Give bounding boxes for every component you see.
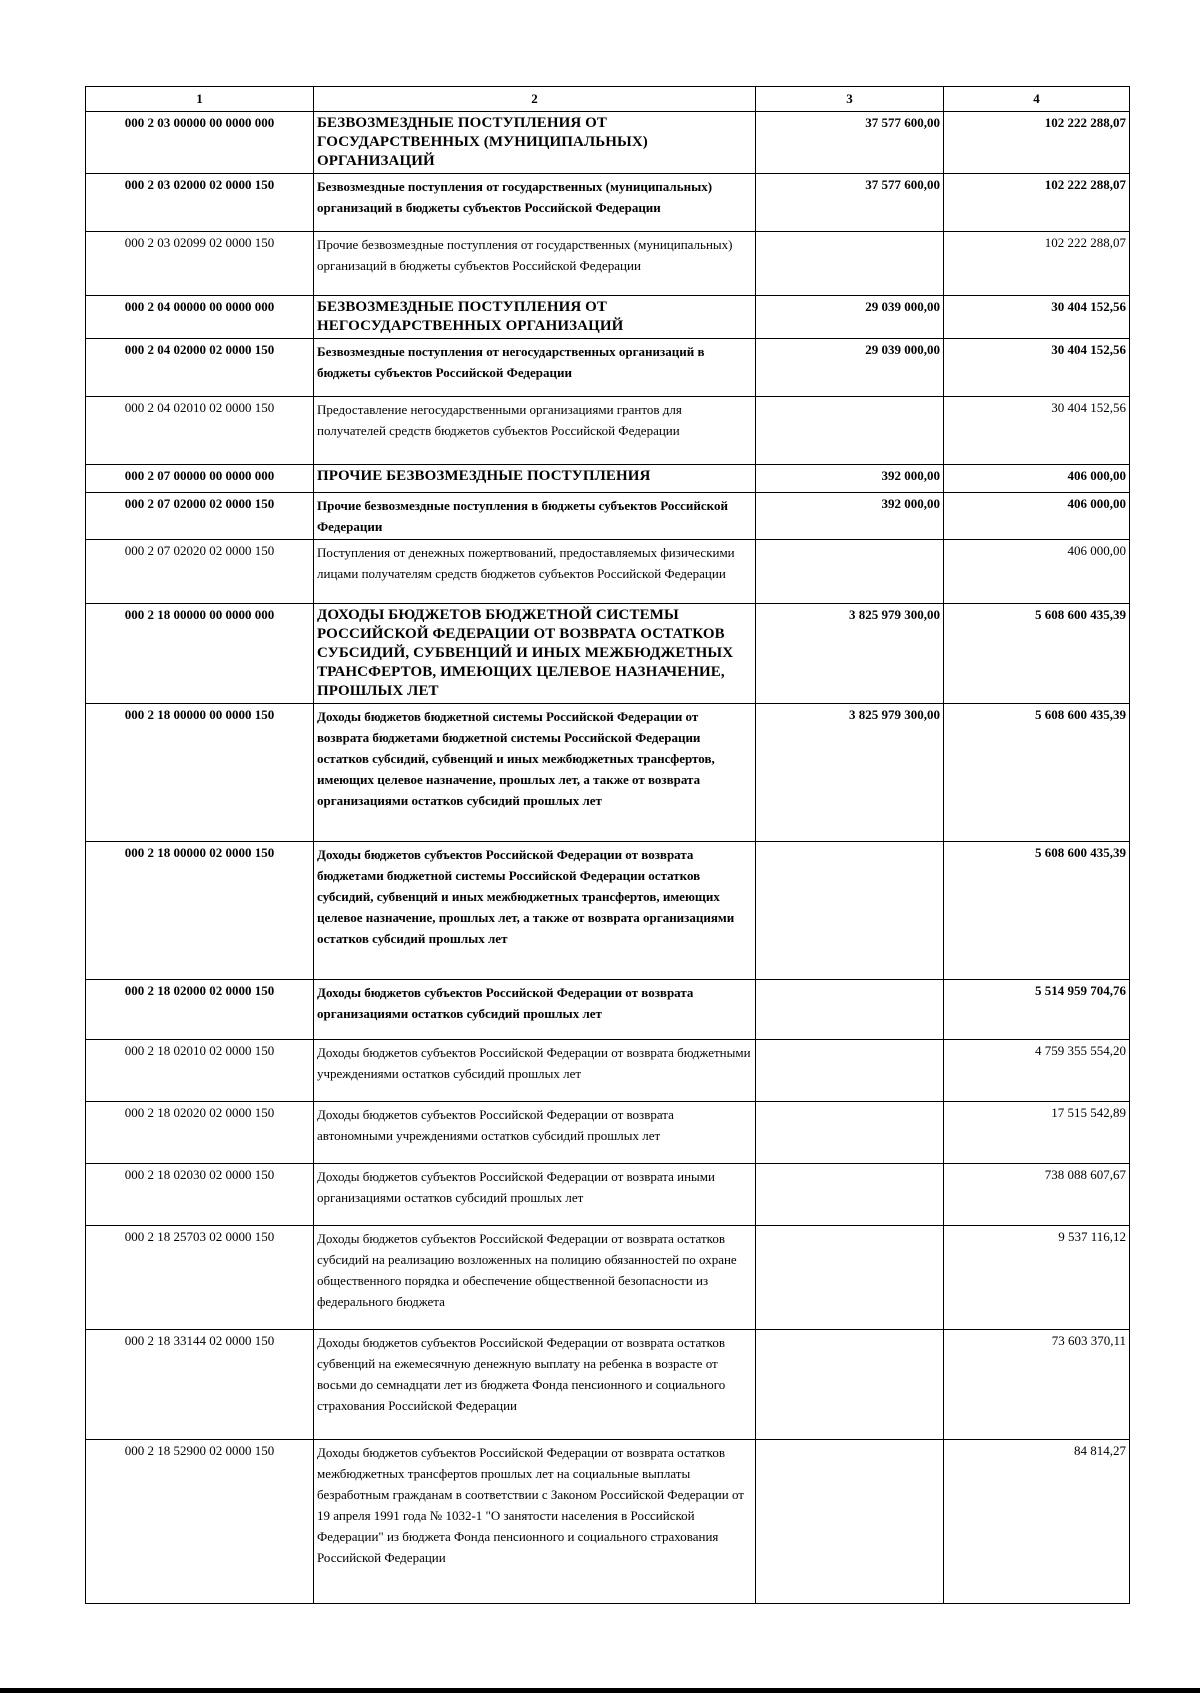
row-name: Доходы бюджетов субъектов Российской Федерации от возврата автономными учреждениями остатков субсидий прошлых лет: [314, 1102, 756, 1164]
row-code: 000 2 18 00000 00 0000 150: [86, 704, 314, 842]
row-code: 000 2 07 02020 02 0000 150: [86, 540, 314, 604]
table-row: [86, 1226, 1130, 1330]
header-col-1: 1: [86, 87, 314, 112]
row-name: Безвозмездные поступления от государственных (муниципальных) организаций в бюджеты субъектов Российской Федерации: [314, 174, 756, 232]
row-col4-value: 30 404 152,56: [944, 397, 1130, 465]
row-col3-value: 29 039 000,00: [756, 339, 944, 397]
row-col3-value: 3 825 979 300,00: [756, 704, 944, 842]
table-row: [86, 339, 1130, 397]
page-bottom-edge: [0, 1688, 1200, 1693]
row-col4-value: 30 404 152,56: [944, 296, 1130, 339]
row-name: Предоставление негосударственными организациями грантов для получателей средств бюджетов субъектов Российской Федерации: [314, 397, 756, 465]
row-col4-value: 9 537 116,12: [944, 1226, 1130, 1330]
row-name: Доходы бюджетов бюджетной системы Российской Федерации от возврата бюджетами бюджетной системы Российской Федерации остатков субсидий, субвенций и иных межбюджетных трансфертов, имеющих целевое назначение, прошлых лет, а также от возврата организациями остатков субсидий прошлых лет: [314, 704, 756, 842]
row-col4-value: 102 222 288,07: [944, 174, 1130, 232]
row-code: 000 2 03 00000 00 0000 000: [86, 112, 314, 174]
row-col4-value: 406 000,00: [944, 540, 1130, 604]
row-col3-value: [756, 1164, 944, 1226]
row-code: 000 2 18 02010 02 0000 150: [86, 1040, 314, 1102]
row-name: Доходы бюджетов субъектов Российской Федерации от возврата бюджетными учреждениями остатков субсидий прошлых лет: [314, 1040, 756, 1102]
table-row: [86, 493, 1130, 540]
table-row: [86, 1440, 1130, 1604]
table-row: [86, 1330, 1130, 1440]
revenue-table: [85, 86, 1130, 1604]
row-col3-value: [756, 232, 944, 296]
row-code: 000 2 18 02000 02 0000 150: [86, 980, 314, 1040]
row-col3-value: [756, 1226, 944, 1330]
row-name: Поступления от денежных пожертвований, предоставляемых физическими лицами получателям средств бюджетов субъектов Российской Федерации: [314, 540, 756, 604]
row-code: 000 2 18 02030 02 0000 150: [86, 1164, 314, 1226]
row-col4-value: 5 608 600 435,39: [944, 604, 1130, 704]
row-name: Доходы бюджетов субъектов Российской Федерации от возврата организациями остатков субсидий прошлых лет: [314, 980, 756, 1040]
row-col4-value: 4 759 355 554,20: [944, 1040, 1130, 1102]
row-col3-value: [756, 540, 944, 604]
table-row: [86, 296, 1130, 339]
row-col4-value: 73 603 370,11: [944, 1330, 1130, 1440]
row-code: 000 2 18 25703 02 0000 150: [86, 1226, 314, 1330]
row-name: Доходы бюджетов субъектов Российской Федерации от возврата остатков субсидий на реализацию возложенных на полицию обязанностей по охране общественного порядка и обеспечение общественной безопасности из федерального бюджета: [314, 1226, 756, 1330]
table-row: [86, 1040, 1130, 1102]
row-code: 000 2 04 00000 00 0000 000: [86, 296, 314, 339]
row-code: 000 2 07 00000 00 0000 000: [86, 465, 314, 493]
row-col3-value: 3 825 979 300,00: [756, 604, 944, 704]
row-col3-value: [756, 842, 944, 980]
row-col4-value: 102 222 288,07: [944, 232, 1130, 296]
row-col3-value: 37 577 600,00: [756, 112, 944, 174]
table-row: [86, 842, 1130, 980]
row-col4-value: 5 608 600 435,39: [944, 842, 1130, 980]
row-col4-value: 5 514 959 704,76: [944, 980, 1130, 1040]
row-code: 000 2 18 00000 02 0000 150: [86, 842, 314, 980]
table-row: [86, 1164, 1130, 1226]
row-name: ПРОЧИЕ БЕЗВОЗМЕЗДНЫЕ ПОСТУПЛЕНИЯ: [314, 465, 756, 493]
table-row: [86, 112, 1130, 174]
row-code: 000 2 18 33144 02 0000 150: [86, 1330, 314, 1440]
row-col3-value: 392 000,00: [756, 493, 944, 540]
table-row: [86, 604, 1130, 704]
row-name: Прочие безвозмездные поступления в бюджеты субъектов Российской Федерации: [314, 493, 756, 540]
table-row: [86, 704, 1130, 842]
row-col4-value: 406 000,00: [944, 465, 1130, 493]
row-col4-value: 102 222 288,07: [944, 112, 1130, 174]
row-name: Доходы бюджетов субъектов Российской Федерации от возврата остатков межбюджетных трансфертов прошлых лет на социальные выплаты безработным гражданам в соответствии с Законом Российской Федерации от 19 апреля 1991 года № 1032-1 "О занятости населения в Российской Федерации" из бюджета Фонда пенсионного и социального страхования Российской Федерации: [314, 1440, 756, 1604]
row-name: Прочие безвозмездные поступления от государственных (муниципальных) организаций в бюджеты субъектов Российской Федерации: [314, 232, 756, 296]
row-name: Доходы бюджетов субъектов Российской Федерации от возврата бюджетами бюджетной системы Российской Федерации остатков субсидий, субвенций и иных межбюджетных трансфертов, имеющих целевое назначение, прошлых лет, а также от возврата организациями остатков субсидий прошлых лет: [314, 842, 756, 980]
header-col-3: 3: [756, 87, 944, 112]
revenue-table-sheet: [85, 86, 1129, 1604]
row-code: 000 2 18 52900 02 0000 150: [86, 1440, 314, 1604]
row-code: 000 2 03 02000 02 0000 150: [86, 174, 314, 232]
row-col3-value: [756, 980, 944, 1040]
header-col-2: 2: [314, 87, 756, 112]
row-code: 000 2 04 02010 02 0000 150: [86, 397, 314, 465]
row-code: 000 2 07 02000 02 0000 150: [86, 493, 314, 540]
row-code: 000 2 18 02020 02 0000 150: [86, 1102, 314, 1164]
row-name: ДОХОДЫ БЮДЖЕТОВ БЮДЖЕТНОЙ СИСТЕМЫ РОССИЙСКОЙ ФЕДЕРАЦИИ ОТ ВОЗВРАТА ОСТАТКОВ СУБСИДИЙ, СУБВЕНЦИЙ И ИНЫХ МЕЖБЮДЖЕТНЫХ ТРАНСФЕРТОВ, ИМЕЮЩИХ ЦЕЛЕВОЕ НАЗНАЧЕНИЕ, ПРОШЛЫХ ЛЕТ: [314, 604, 756, 704]
row-col4-value: 84 814,27: [944, 1440, 1130, 1604]
row-name: Доходы бюджетов субъектов Российской Федерации от возврата остатков субвенций на ежемесячную денежную выплату на ребенка в возрасте от восьми до семнадцати лет из бюджета Фонда пенсионного и социального страхования Российской Федерации: [314, 1330, 756, 1440]
row-code: 000 2 04 02000 02 0000 150: [86, 339, 314, 397]
row-col4-value: 5 608 600 435,39: [944, 704, 1130, 842]
row-name: БЕЗВОЗМЕЗДНЫЕ ПОСТУПЛЕНИЯ ОТ НЕГОСУДАРСТВЕННЫХ ОРГАНИЗАЦИЙ: [314, 296, 756, 339]
row-code: 000 2 03 02099 02 0000 150: [86, 232, 314, 296]
row-name: Доходы бюджетов субъектов Российской Федерации от возврата иными организациями остатков субсидий прошлых лет: [314, 1164, 756, 1226]
row-col4-value: 406 000,00: [944, 493, 1130, 540]
row-code: 000 2 18 00000 00 0000 000: [86, 604, 314, 704]
row-col3-value: [756, 1440, 944, 1604]
table-row: [86, 465, 1130, 493]
table-row: [86, 1102, 1130, 1164]
table-row: [86, 980, 1130, 1040]
row-col3-value: [756, 1040, 944, 1102]
row-col3-value: 29 039 000,00: [756, 296, 944, 339]
row-col4-value: 30 404 152,56: [944, 339, 1130, 397]
row-col3-value: 37 577 600,00: [756, 174, 944, 232]
row-col3-value: 392 000,00: [756, 465, 944, 493]
row-col3-value: [756, 1102, 944, 1164]
table-header-row: [86, 87, 1130, 112]
row-col4-value: 17 515 542,89: [944, 1102, 1130, 1164]
table-row: [86, 397, 1130, 465]
table-row: [86, 232, 1130, 296]
row-name: БЕЗВОЗМЕЗДНЫЕ ПОСТУПЛЕНИЯ ОТ ГОСУДАРСТВЕННЫХ (МУНИЦИПАЛЬНЫХ) ОРГАНИЗАЦИЙ: [314, 112, 756, 174]
row-name: Безвозмездные поступления от негосударственных организаций в бюджеты субъектов Российской Федерации: [314, 339, 756, 397]
row-col3-value: [756, 397, 944, 465]
table-row: [86, 174, 1130, 232]
header-col-4: 4: [944, 87, 1130, 112]
table-row: [86, 540, 1130, 604]
row-col3-value: [756, 1330, 944, 1440]
row-col4-value: 738 088 607,67: [944, 1164, 1130, 1226]
